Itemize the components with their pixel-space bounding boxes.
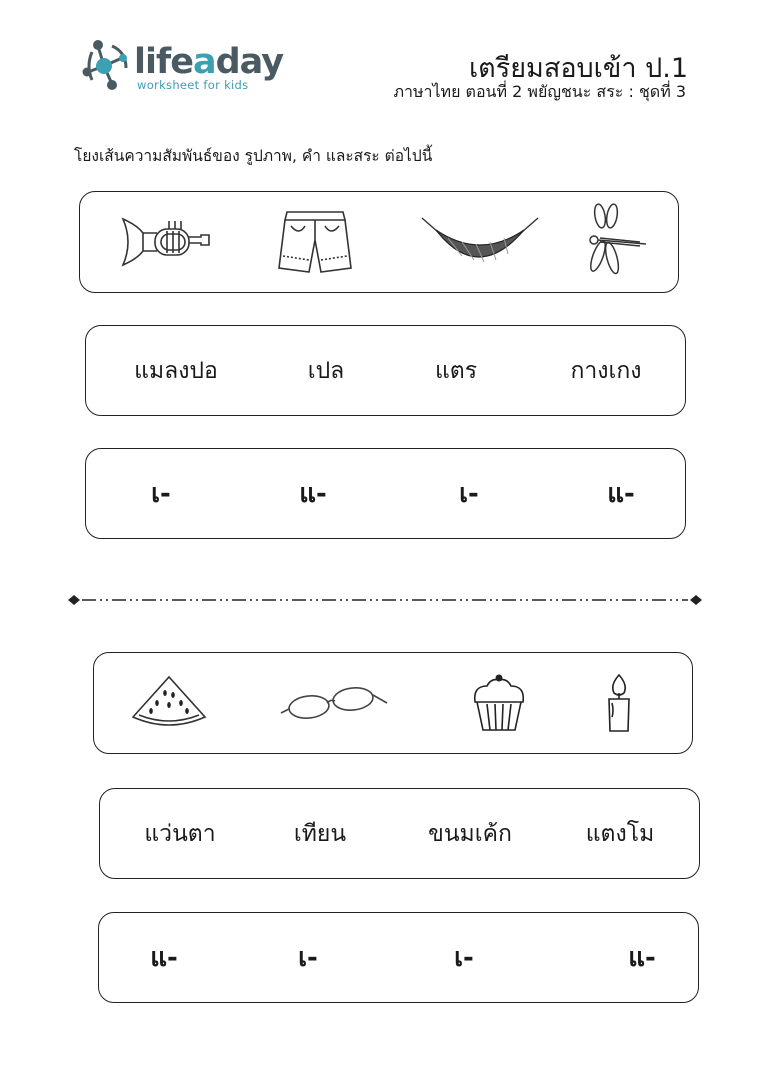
logo-word-life: life: [134, 42, 193, 82]
set2-picture-4[interactable]: [574, 653, 664, 753]
dragonfly-icon: [580, 202, 650, 282]
set2-vowel-box: [98, 912, 699, 1003]
glasses-icon: [279, 681, 389, 725]
vowel-label: เ-: [298, 943, 318, 973]
set1-picture-box: [79, 191, 679, 293]
page-subtitle: ภาษาไทย ตอนที่ 2 พยัญชนะ สระ : ชุดที่ 3: [393, 82, 686, 101]
logo-word-a: a: [192, 42, 216, 82]
word-label: กางเกง: [570, 357, 642, 384]
set1-vowel-3[interactable]: [424, 449, 514, 538]
set2-picture-3[interactable]: [439, 653, 559, 753]
vowel-label: เ-: [151, 479, 171, 509]
vowel-label: เ-: [454, 943, 474, 973]
set1-word-2[interactable]: [266, 326, 386, 415]
set1-picture-2[interactable]: [250, 192, 380, 292]
logo-tagline: worksheet for kids: [137, 78, 249, 92]
set1-word-3[interactable]: [396, 326, 516, 415]
vowel-label: เ-: [459, 479, 479, 509]
set1-vowel-box: [85, 448, 686, 539]
cupcake-icon: [469, 672, 529, 734]
word-label: แว่นตา: [144, 820, 216, 847]
candle-icon: [604, 671, 634, 735]
word-label: แตงโม: [585, 820, 655, 847]
word-label: เทียน: [293, 820, 347, 847]
word-label: เปล: [307, 357, 345, 384]
set2-vowel-4[interactable]: [597, 913, 687, 1002]
set1-picture-3[interactable]: [400, 192, 560, 292]
set1-word-box: [85, 325, 686, 416]
vowel-label: แ-: [299, 479, 327, 509]
vowel-label: แ-: [607, 479, 635, 509]
section-divider: [68, 592, 702, 608]
watermelon-icon: [129, 673, 209, 733]
set1-vowel-1[interactable]: [116, 449, 206, 538]
shorts-icon: [275, 206, 355, 278]
word-label: ขนมเค้ก: [428, 820, 512, 847]
hammock-icon: [418, 210, 542, 274]
instruction-text: โยงเส้นความสัมพันธ์ของ รูปภาพ, คำ และสระ ต่อไปนี้: [74, 147, 433, 165]
set2-picture-2[interactable]: [264, 653, 404, 753]
word-label: แมลงปอ: [134, 357, 218, 384]
set2-vowel-1[interactable]: [119, 913, 209, 1002]
set1-picture-1[interactable]: [100, 192, 230, 292]
set2-vowel-3[interactable]: [419, 913, 509, 1002]
logo-molecule-icon: [82, 38, 132, 92]
logo-word-day: day: [215, 42, 284, 82]
set2-picture-1[interactable]: [104, 653, 234, 753]
set1-picture-4[interactable]: [560, 192, 670, 292]
logo-wordmark: [134, 42, 283, 82]
trumpet-icon: [117, 211, 213, 273]
set2-word-box: [99, 788, 700, 879]
set2-word-4[interactable]: [560, 789, 680, 878]
set1-vowel-2[interactable]: [268, 449, 358, 538]
set1-word-4[interactable]: [536, 326, 676, 415]
set2-word-1[interactable]: [110, 789, 250, 878]
set2-vowel-2[interactable]: [263, 913, 353, 1002]
set2-picture-box: [93, 652, 693, 754]
logo: [82, 38, 282, 98]
vowel-label: แ-: [628, 943, 656, 973]
set2-word-2[interactable]: [260, 789, 380, 878]
vowel-label: แ-: [150, 943, 178, 973]
set1-word-1[interactable]: [106, 326, 246, 415]
set1-vowel-4[interactable]: [576, 449, 666, 538]
page-title: เตรียมสอบเข้า ป.1: [468, 53, 688, 84]
set2-word-3[interactable]: [400, 789, 540, 878]
word-label: แตร: [434, 357, 478, 384]
